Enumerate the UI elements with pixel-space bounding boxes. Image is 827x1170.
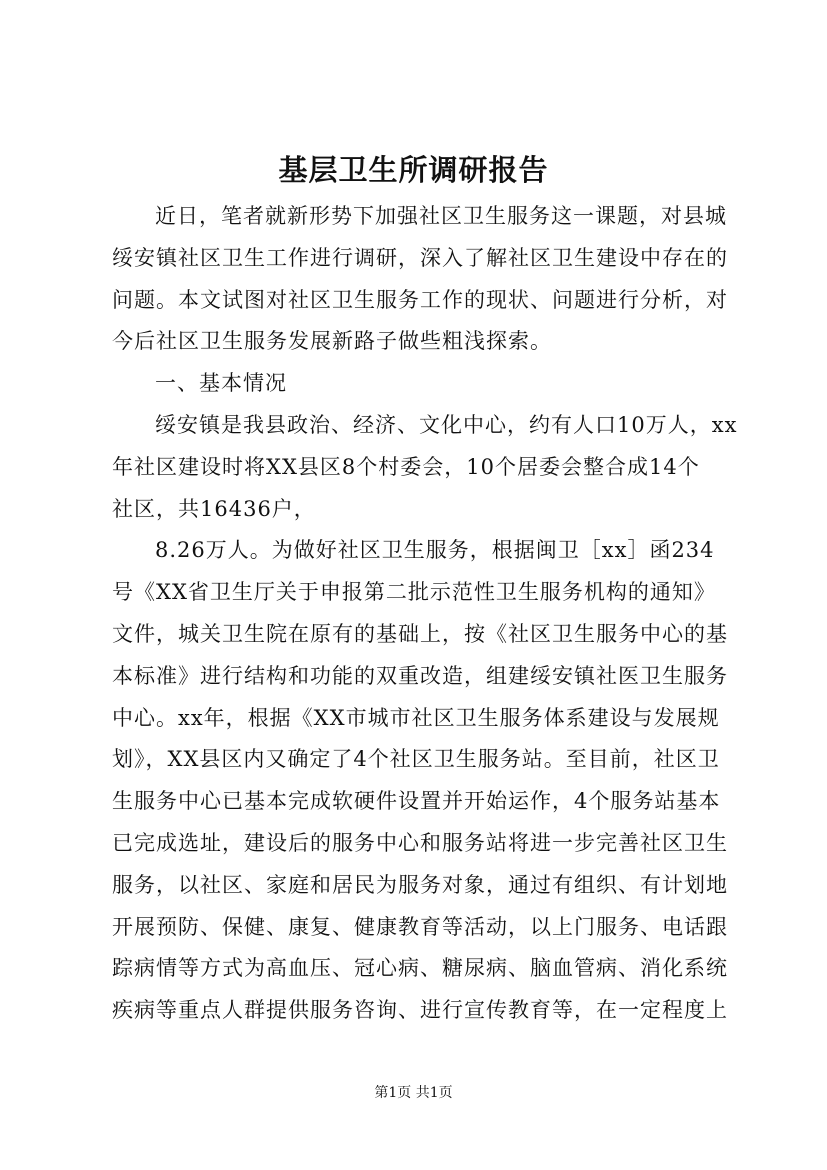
paragraph-line: 8.26万人。为做好社区卫生服务，根据闽卫［xx］函234	[155, 538, 715, 563]
paragraph-line: 文件，城关卫生院在原有的基础上，按《社区卫生服务中心的基	[112, 621, 728, 646]
paragraph-line: 近日，笔者就新形势下加强社区卫生服务这一课题，对县城	[155, 204, 727, 228]
paragraph-line: 已完成选址，建设后的服务中心和服务站将进一步完善社区卫生	[112, 830, 728, 855]
paragraph-line: 今后社区卫生服务发展新路子做些粗浅探索。	[112, 329, 552, 354]
page-number-footer: 第1页 共1页	[374, 1085, 453, 1101]
paragraph-line: 本标准》进行结构和功能的双重改造，组建绥安镇社医卫生服务	[112, 663, 728, 688]
paragraph-line: 服务，以社区、家庭和居民为服务对象，通过有组织、有计划地	[112, 872, 728, 897]
paragraph-line: 号《XX省卫生厅关于申报第二批示范性卫生服务机构的通知》	[112, 580, 716, 605]
paragraph-line: 踪病情等方式为高血压、冠心病、糖尿病、脑血管病、消化系统	[112, 956, 728, 981]
paragraph-line: 生服务中心已基本完成软硬件设置并开始运作，4个服务站基本	[112, 789, 721, 814]
paragraph-line: 开展预防、保健、康复、健康教育等活动，以上门服务、电话跟	[112, 914, 728, 939]
document-body	[112, 196, 738, 1032]
paragraph-line: 划》，XX县区内又确定了4个社区卫生服务站。至目前，社区卫	[112, 747, 720, 772]
document-title: 基层卫生所调研报告	[278, 153, 549, 187]
paragraph-line: 年社区建设时将XX县区8个村委会，10个居委会整合成14个	[112, 454, 700, 479]
paragraph-line: 社区，共16436户，	[112, 496, 316, 521]
paragraph-line: 绥安镇是我县政治、经济、文化中心，约有人口10万人，xx	[155, 412, 738, 437]
section-heading: 一、基本情况	[155, 371, 287, 396]
paragraph-line: 中心。xx年，根据《XX市城市社区卫生服务体系建设与发展规	[112, 705, 720, 730]
paragraph-line: 绥安镇社区卫生工作进行调研，深入了解社区卫生建设中存在的	[112, 245, 728, 270]
paragraph-line: 疾病等重点人群提供服务咨询、进行宣传教育等，在一定程度上	[112, 998, 728, 1023]
paragraph-line: 问题。本文试图对社区卫生服务工作的现状、问题进行分析，对	[112, 287, 728, 312]
